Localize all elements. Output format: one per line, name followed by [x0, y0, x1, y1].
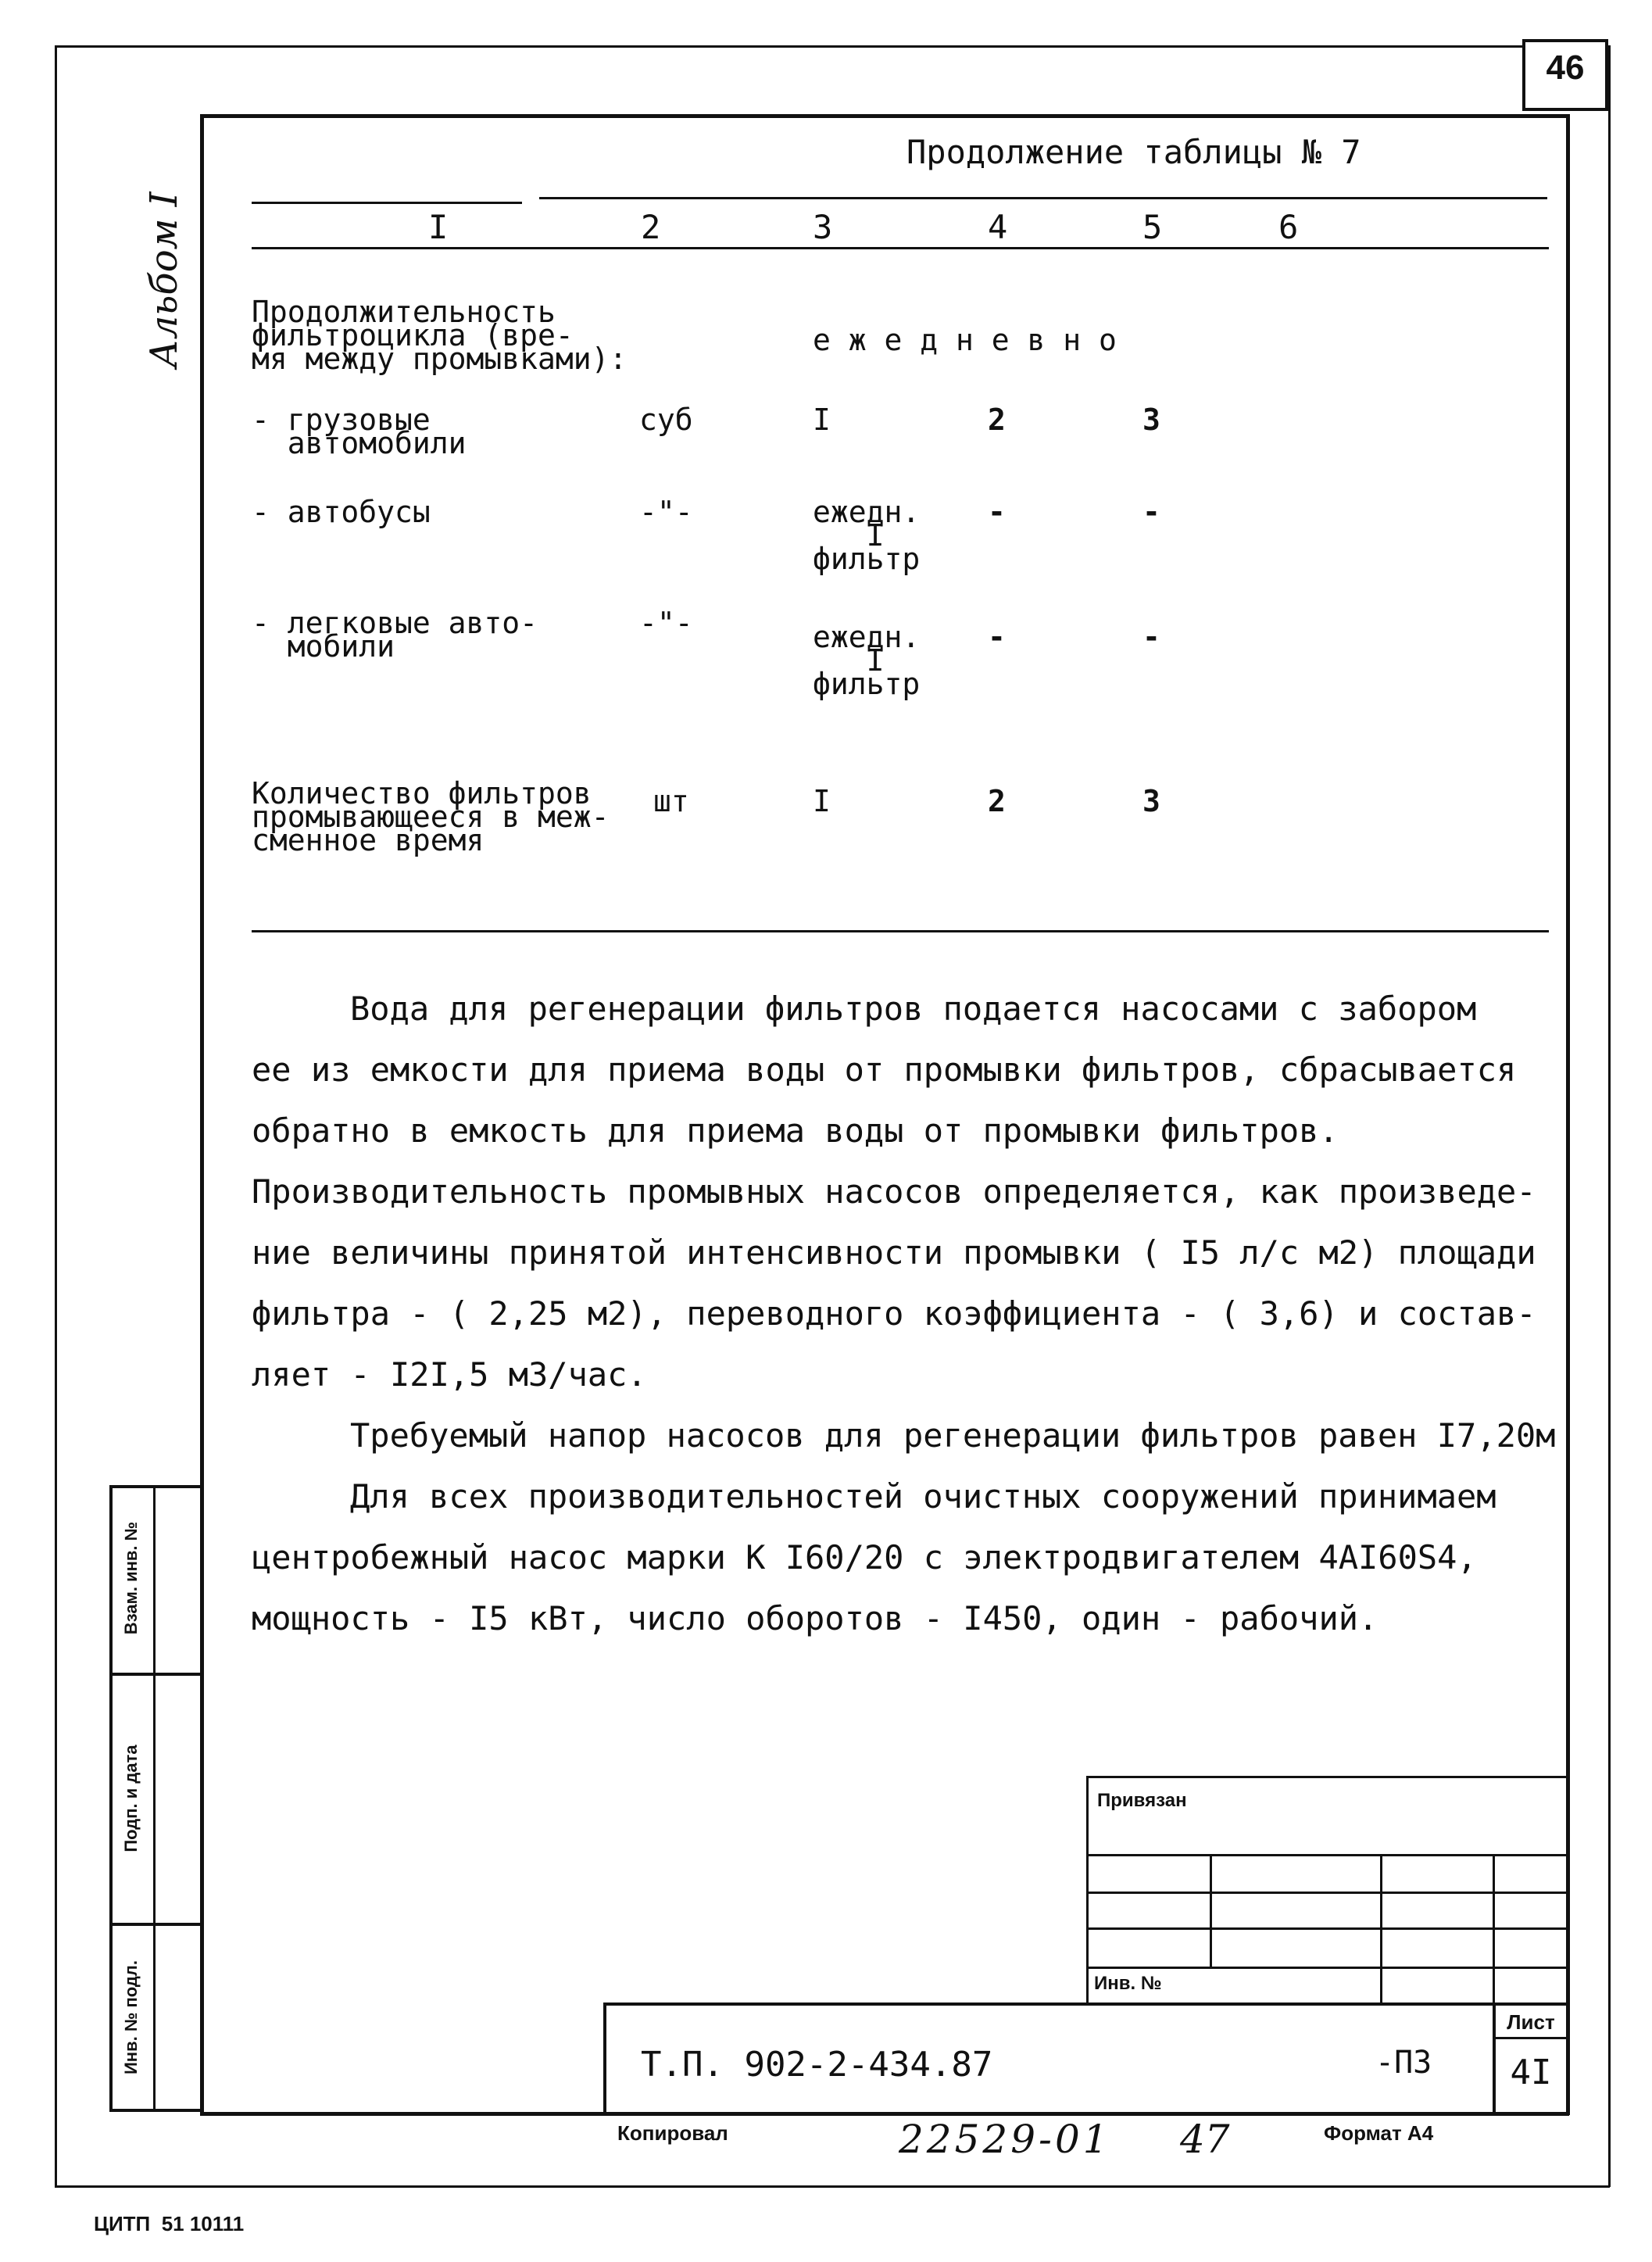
side-stamp-inv-orig: Инв. № подл. — [121, 1960, 141, 2074]
row-buses-c4: - — [988, 495, 1006, 529]
text-line-2: ее из емкости для приема воды от промывки фильтров, сбрасывается — [252, 1050, 1517, 1089]
row-filters-unit: шт — [653, 784, 689, 818]
outer-frame-top — [55, 45, 1610, 48]
side-stamp-replace-inv: Взам. инв. № — [121, 1521, 141, 1635]
row-trucks-c5: 3 — [1142, 403, 1160, 437]
row-cars-unit: -"- — [639, 606, 693, 640]
privyazan-vline-2 — [1380, 1854, 1382, 2006]
inner-frame-top — [200, 114, 1568, 118]
text-line-1: Вода для регенерации фильтров подается насосами с забором — [350, 990, 1477, 1028]
inner-frame-left — [200, 114, 204, 2115]
text-line-9: Для всех производительностей очистных сооружений принимаем — [350, 1477, 1496, 1516]
copy-sheet-number: 47 — [1180, 2117, 1230, 2162]
row-cars-c4: - — [988, 620, 1006, 654]
format-label: Формат А4 — [1324, 2121, 1434, 2145]
section-value-daily: е ж е д н е в н о — [813, 323, 1117, 357]
privyazan-hline-4 — [1086, 1967, 1569, 1969]
table-rule-top-right — [539, 197, 1547, 199]
side-stamp-sign-date: Подп. и дата — [121, 1745, 141, 1852]
row-buses-c3: ежедн. I фильтр — [813, 495, 921, 576]
text-line-7: ляет - I2I,5 м3/час. — [252, 1355, 647, 1394]
table-rule-bottom — [252, 930, 1549, 932]
copied-label: Копировал — [617, 2121, 728, 2145]
row-buses-c5: - — [1142, 495, 1160, 529]
outer-frame-left — [55, 45, 57, 2187]
outer-frame-right — [1608, 45, 1611, 2187]
row-filters-label: Количество фильтров промывающееся в меж- сменное время — [252, 776, 610, 857]
row-cars-label: - легковые авто- мобили — [252, 606, 538, 664]
privyazan-hline-1 — [1086, 1854, 1569, 1856]
text-line-5: ние величины принятой интенсивности промывки ( I5 л/с м2) площади — [252, 1233, 1536, 1272]
printer-mark: ЦИТП 51 10111 — [94, 2212, 245, 2235]
col-header-5: 5 — [1142, 208, 1163, 246]
side-stamp-divider-1 — [109, 1673, 203, 1676]
text-line-11: мощность - I5 кВт, число оборотов - I450, один - рабочий. — [252, 1599, 1378, 1637]
sheet-label: Лист — [1507, 2010, 1555, 2034]
row-cars-c3: ежедн. I фильтр — [813, 620, 921, 701]
row-cars-c5: - — [1142, 620, 1160, 654]
col-header-3: 3 — [813, 208, 833, 246]
text-line-10: центробежный насос марки К I60/20 с электродвигателем 4AI60S4, — [252, 1538, 1477, 1577]
outer-frame-bottom — [55, 2185, 1610, 2188]
row-trucks-unit: суб — [639, 403, 693, 437]
text-line-3: обратно в емкость для приема воды от промывки фильтров. — [252, 1111, 1339, 1150]
text-line-4: Производительность промывных насосов определяется, как произведе- — [252, 1172, 1536, 1211]
row-filters-c4: 2 — [988, 784, 1006, 818]
row-trucks-c4: 2 — [988, 403, 1006, 437]
col-header-6: 6 — [1278, 208, 1299, 246]
row-buses-unit: -"- — [639, 495, 693, 529]
sheet-number: 4I — [1510, 2053, 1552, 2092]
section-label-duration: Продолжительность фильтроцикла (вре- мя между промывками): — [252, 295, 628, 376]
text-line-8: Требуемый напор насосов для регенерации фильтров равен I7,20м — [350, 1416, 1556, 1455]
privyazan-vline-1 — [1210, 1854, 1212, 1967]
col-header-4: 4 — [988, 208, 1008, 246]
order-number: 22529-01 — [899, 2117, 1111, 2162]
row-filters-c5: 3 — [1142, 784, 1160, 818]
document-designation: Т.П. 902-2-434.87 — [641, 2045, 993, 2085]
row-trucks-label: - грузовые автомобили — [252, 403, 467, 460]
row-trucks-c3: I — [813, 403, 831, 437]
privyazan-hline-2 — [1086, 1892, 1569, 1894]
table-rule-top-left — [252, 202, 522, 204]
col-header-1: I — [428, 208, 449, 246]
inv-number-label: Инв. № — [1094, 1973, 1162, 1994]
table-rule-header — [252, 247, 1549, 249]
page-number: 46 — [1546, 48, 1585, 87]
privyazan-vline-3 — [1493, 1854, 1495, 2006]
privyazan-hline-3 — [1086, 1927, 1569, 1930]
sheet-box-divider — [1493, 2037, 1569, 2039]
text-line-6: фильтра - ( 2,25 м2), переводного коэффициента - ( 3,6) и состав- — [252, 1294, 1536, 1333]
document-suffix: -ПЗ — [1375, 2045, 1432, 2081]
privyazan-label: Привязан — [1097, 1790, 1187, 1811]
row-filters-c3: I — [813, 784, 831, 818]
side-stamp-divider-vertical — [153, 1485, 156, 2112]
table-title: Продолжение таблицы № 7 — [906, 133, 1361, 171]
row-buses-label: - автобусы — [252, 495, 431, 529]
album-note: Альбом I — [142, 191, 186, 368]
col-header-2: 2 — [641, 208, 661, 246]
